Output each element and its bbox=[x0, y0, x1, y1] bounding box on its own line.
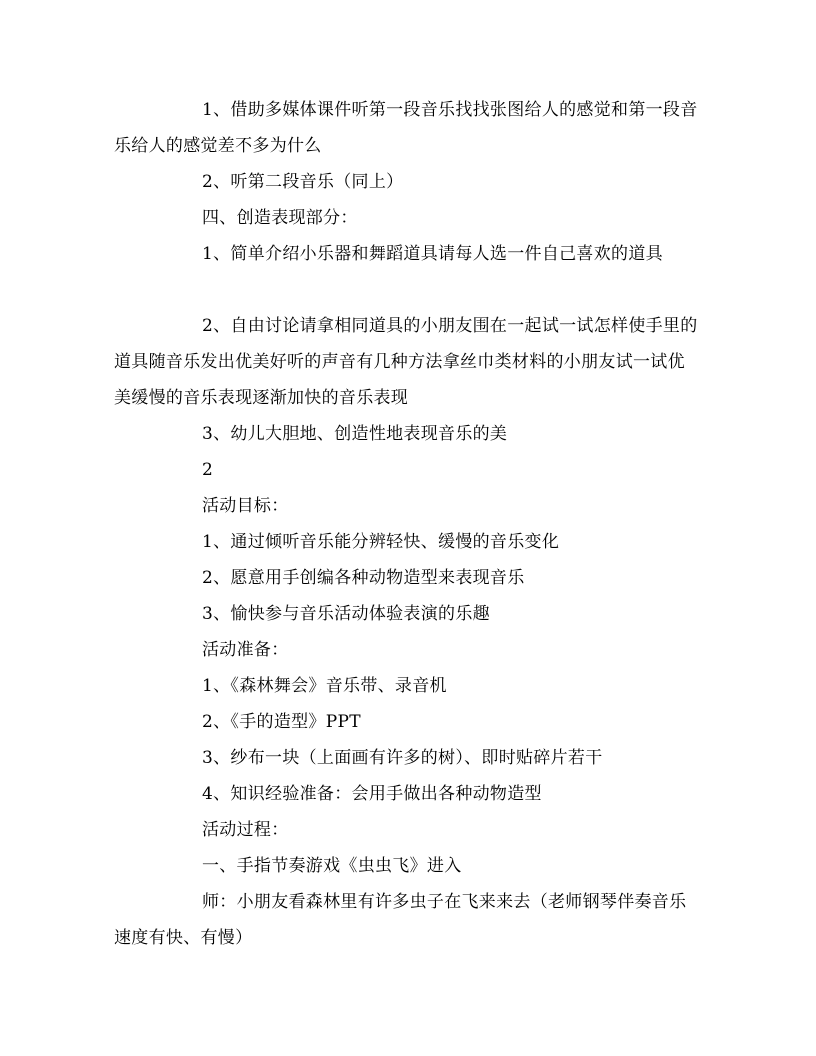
preparation-item-4: 4、知识经验准备：会用手做出各种动物造型 bbox=[202, 784, 542, 804]
heading-activity-process: 活动过程： bbox=[202, 820, 289, 840]
heading-activity-preparation: 活动准备： bbox=[202, 640, 289, 660]
process-step-1: 一、手指节奏游戏《虫虫飞》进入 bbox=[202, 856, 462, 876]
preparation-item-2: 2、《手的造型》PPT bbox=[202, 712, 361, 732]
heading-creative-expression: 四、创造表现部分： bbox=[202, 208, 358, 228]
paragraph-free-discussion: 2、自由讨论请拿相同道具的小朋友围在一起试一试怎样使手里的道具随音乐发出优美好听的声音有几种方法拿丝巾类材料的小朋友试一试优美缓慢的音乐表现逐渐加快的音乐表现 bbox=[114, 316, 698, 408]
goal-item-1: 1、通过倾听音乐能分辨轻快、缓慢的音乐变化 bbox=[202, 532, 560, 552]
paragraph-bold-expression: 3、幼儿大胆地、创造性地表现音乐的美 bbox=[202, 424, 508, 444]
paragraph-second-music: 2、听第二段音乐（同上） bbox=[202, 172, 404, 192]
teacher-line: 师：小朋友看森林里有许多虫子在飞来来去（老师钢琴伴奏音乐速度有快、有慢） bbox=[114, 892, 687, 948]
goal-item-2: 2、愿意用手创编各种动物造型来表现音乐 bbox=[202, 568, 525, 588]
section-number: 2 bbox=[202, 460, 214, 480]
preparation-item-1: 1、《森林舞会》音乐带、录音机 bbox=[202, 676, 447, 696]
paragraph-multimedia-first-music: 1、借助多媒体课件听第一段音乐找找张图给人的感觉和第一段音乐给人的感觉差不多为什么 bbox=[114, 100, 698, 156]
goal-item-3: 3、愉快参与音乐活动体验表演的乐趣 bbox=[202, 604, 490, 624]
paragraph-introduce-instruments: 1、简单介绍小乐器和舞蹈道具请每人选一件自己喜欢的道具 bbox=[202, 244, 663, 264]
heading-activity-goals: 活动目标： bbox=[202, 496, 289, 516]
preparation-item-3: 3、纱布一块（上面画有许多的树）、即时贴碎片若干 bbox=[202, 748, 603, 768]
